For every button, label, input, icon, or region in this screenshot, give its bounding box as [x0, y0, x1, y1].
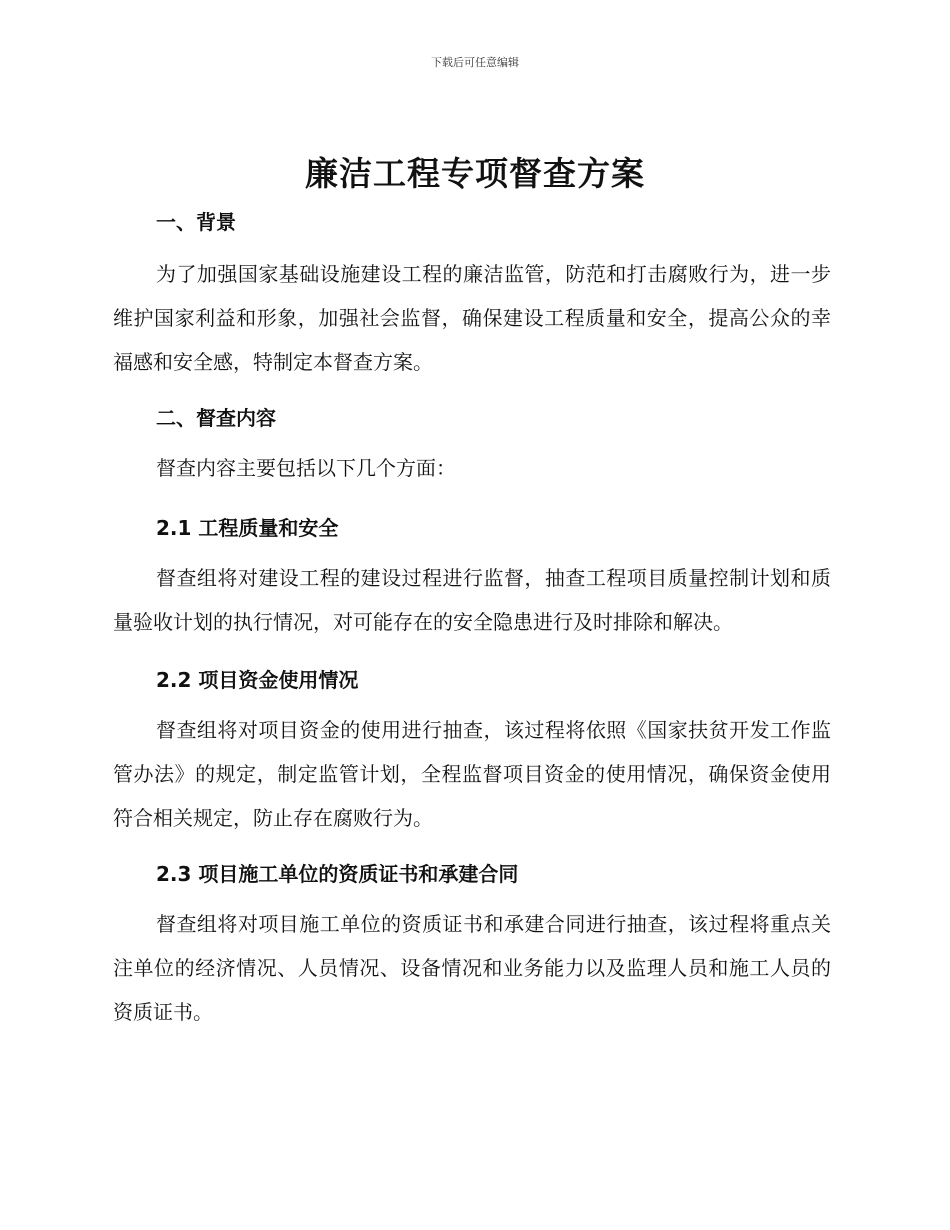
paragraph-2-3: 督查组将对项目施工单位的资质证书和承建合同进行抽查，该过程将重点关注单位的经济情况、人员情况、设备情况和业务能力以及监理人员和施工人员的资质证书。	[113, 912, 831, 1024]
paragraph-content-intro: 督查内容主要包括以下几个方面：	[156, 456, 456, 480]
document-title: 廉洁工程专项督查方案	[305, 154, 645, 193]
subsection-heading-2-2: 2.2 项目资金使用情况	[156, 668, 359, 692]
section-heading-background: 一、背景	[156, 210, 236, 234]
section-heading-content: 二、督查内容	[156, 406, 276, 430]
subsection-heading-2-1: 2.1 工程质量和安全	[156, 516, 339, 540]
subsection-heading-2-3: 2.3 项目施工单位的资质证书和承建合同	[156, 862, 519, 886]
paragraph-2-2: 督查组将对项目资金的使用进行抽查，该过程将依照《国家扶贫开发工作监管办法》的规定，制定监管计划，全程监督项目资金的使用情况，确保资金使用符合相关规定，防止存在腐败行为。	[113, 718, 831, 830]
paragraph-background: 为了加强国家基础设施建设工程的廉洁监管，防范和打击腐败行为，进一步维护国家利益和形象，加强社会监督，确保建设工程质量和安全，提高公众的幸福感和安全感，特制定本督查方案。	[113, 262, 831, 374]
paragraph-2-1: 督查组将对建设工程的建设过程进行监督，抽查工程项目质量控制计划和质量验收计划的执行情况，对可能存在的安全隐患进行及时排除和解决。	[113, 566, 831, 634]
running-header: 下载后可任意编辑	[431, 56, 519, 69]
